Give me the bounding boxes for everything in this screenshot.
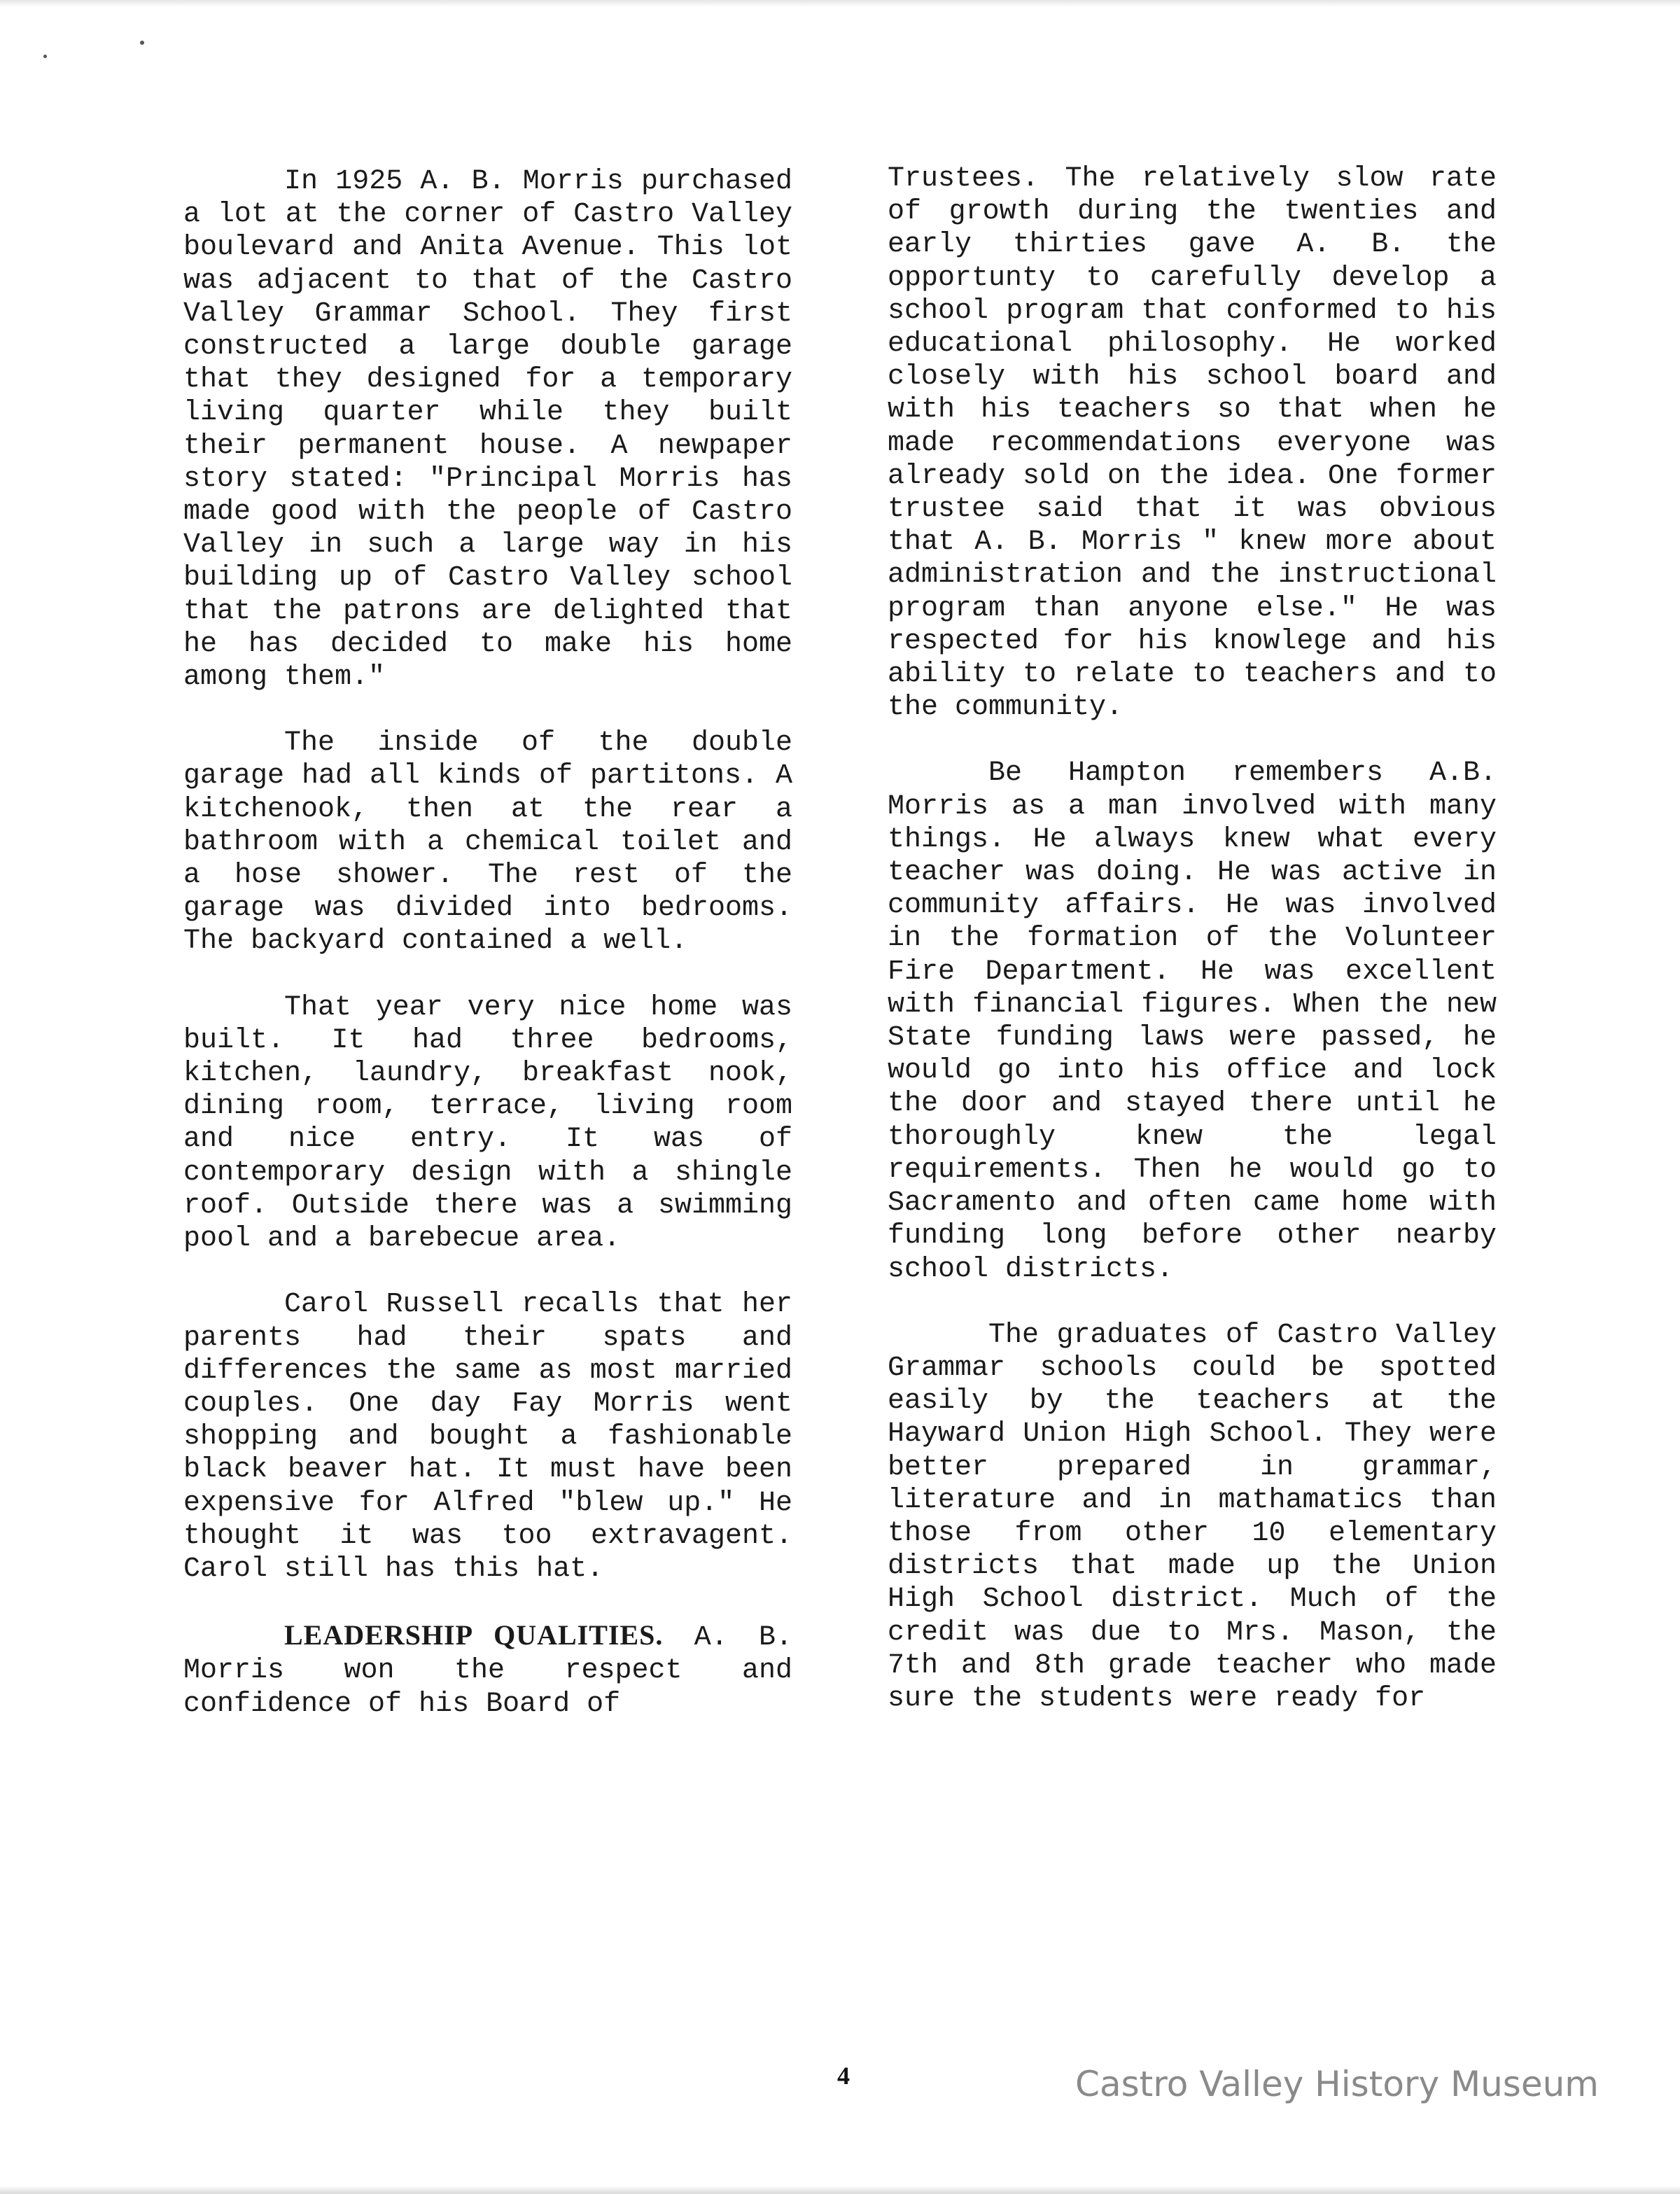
scan-speck [43, 55, 47, 58]
museum-watermark: Castro Valley History Museum [1075, 2064, 1599, 2104]
leadership-text: A. B. Morris won the respect and confidence of his Board of [183, 1622, 792, 1720]
paragraph-garage-interior: The inside of the double garage had all kinds of partitons. A kitchenook, then at the rear a bathroom with a chemical toilet and a hose shower. The rest of the garage was divided into bedrooms. The backyard contained a well. [183, 727, 792, 958]
scan-speck [140, 41, 144, 45]
paragraph-new-home: That year very nice home was built. It had three bedrooms, kitchen, laundry, breakfast nook, dining room, terrace, living room and nice entry. It was of contemporary design with a shingle roof. Outside there was a swimming pool and a barebecue area. [183, 991, 792, 1255]
left-column [183, 165, 792, 1754]
paragraph-graduates: The graduates of Castro Valley Grammar schools could be spotted easily by the teachers at the Hayward Union High School. They were better prepared in grammar, literature and in mathamatics than those from other 10 elementary districts that made up the Union High School district. Much of the credit was due to Mrs. Mason, the 7th and 8th grade teacher who made sure the students were ready for [888, 1319, 1497, 1714]
section-heading-leadership: LEADERSHIP QUALITIES. [284, 1619, 664, 1651]
paragraph-trustees: Trustees. The relatively slow rate of growth during the twenties and early thirties gave A. B. the opportunty to carefully develop a school program that conformed to his educational philosophy. He worked closely with his school board and with his teachers so that when he made recommendations everyone was already sold on the idea. One former trustee said that it was obvious that A. B. Morris " knew more about administration and the instructional program than anyone else." He was respected for his knowlege and his ability to relate to teachers and to the community. [888, 163, 1497, 724]
paragraph-leadership [183, 1619, 792, 1721]
right-column [888, 162, 1497, 1748]
page-number: 4 [837, 2062, 850, 2090]
page-bottom-edge [0, 2186, 1680, 2194]
page-top-edge [0, 0, 1680, 7]
paragraph-be-hampton: Be Hampton remembers A.B. Morris as a man involved with many things. He always knew what every teacher was doing. He was active in community affairs. He was involved in the formation of the Volunteer Fire Department. He was excellent with financial figures. When the new State funding laws were passed, he would go into his office and lock the door and stayed there until he thoroughly knew the legal requirements. Then he would go to Sacramento and often came home with funding long before other nearby school districts. [888, 757, 1497, 1285]
paragraph-carol-russell: Carol Russell recalls that her parents had their spats and differences the same as most married couples. One day Fay Morris went shopping and bought a fashionable black beaver hat. It must have been expensive for Alfred "blew up." He thought it was too extravagent. Carol still has this hat. [183, 1289, 792, 1585]
paragraph-morris-lot: In 1925 A. B. Morris purchased a lot at the corner of Castro Valley boulevard and Anita Avenue. This lot was adjacent to that of the Castro Valley Grammar School. They first constructed a large double garage that they designed for a temporary living quarter while they built their permanent house. A newpaper story stated: "Principal Morris has made good with the people of Castro Valley in such a large way in his building up of Castro Valley school that the patrons are delighted that he has decided to make his home among them." [183, 166, 792, 694]
